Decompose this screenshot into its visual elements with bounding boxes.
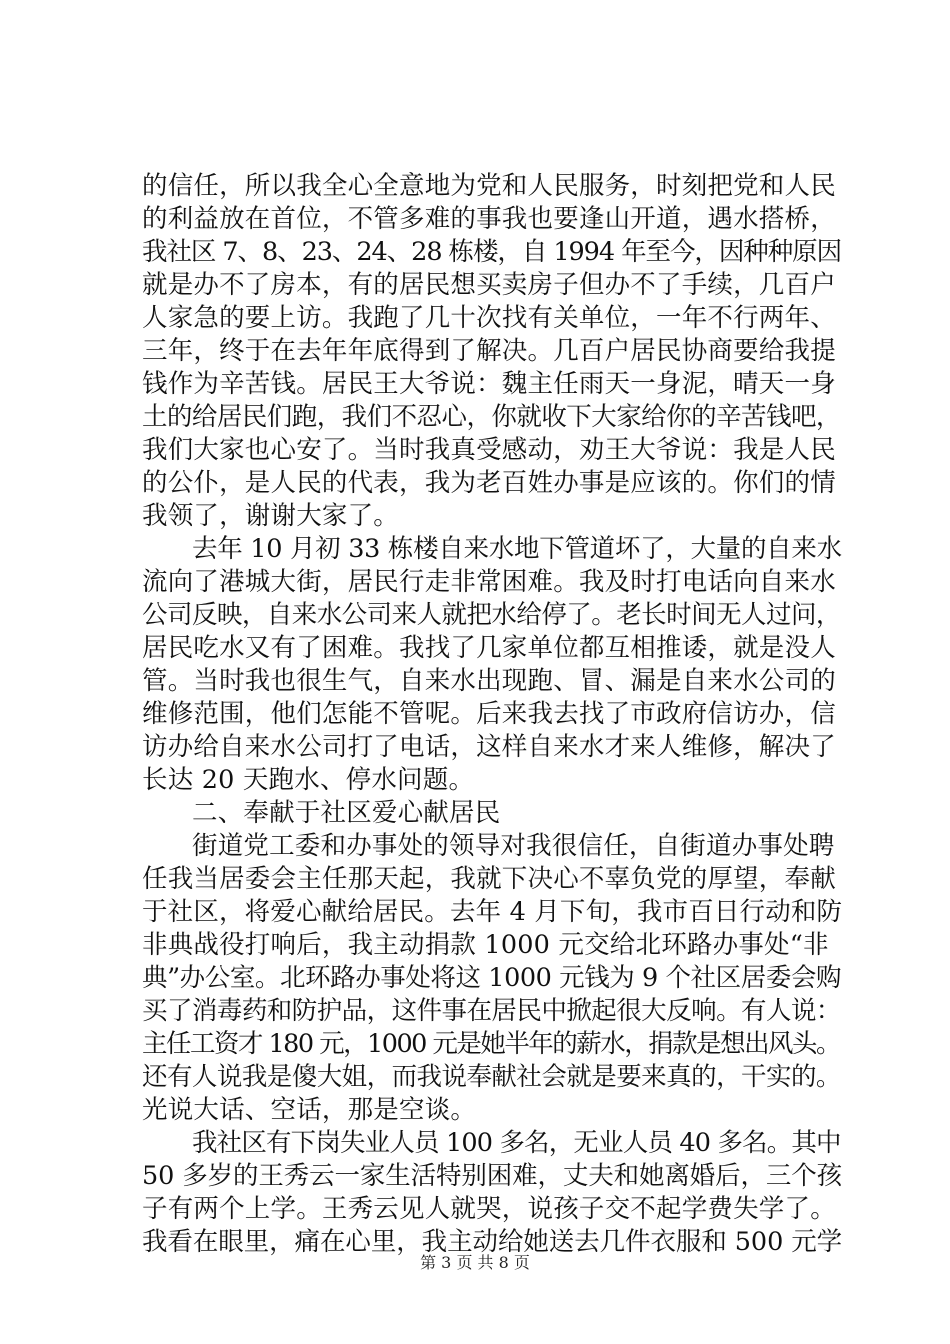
text-line: 的公仆，是人民的代表，我为老百姓办事是应该的。你们的情: [142, 468, 836, 498]
text-line: 主任工资才 180 元，1000 元是她半年的薪水，捐款是想出风头。: [142, 1029, 840, 1059]
text-line: 三年，终于在去年年底得到了解决。几百户居民协商要给我提: [142, 336, 836, 366]
text-line: 长达 20 天跑水、停水问题。: [142, 765, 475, 795]
text-line: 街道党工委和办事处的领导对我很信任，自街道办事处聘: [192, 831, 835, 861]
text-line: 典”办公室。北环路办事处将这 1000 元钱为 9 个社区居委会购: [142, 963, 842, 993]
text-line: 人家急的要上访。我跑了几十次找有关单位，一年不行两年、: [142, 303, 836, 333]
page-footer: 第 3 页 共 8 页: [420, 1253, 530, 1272]
text-line: 我社区 7、8、23、24、28 栋楼，自 1994 年至今，因种种原因: [142, 237, 842, 267]
text-line: 管。当时我也很生气，自来水出现跑、冒、漏是自来水公司的: [142, 666, 836, 696]
text-line: 还有人说我是傻大姐，而我说奉献社会就是要来真的，干实的。: [142, 1062, 841, 1092]
text-line: 去年 10 月初 33 栋楼自来水地下管道坏了，大量的自来水: [192, 534, 842, 564]
body-text: [142, 170, 842, 1259]
text-line: 任我当居委会主任那天起，我就下决心不辜负党的厚望，奉献: [142, 864, 836, 894]
text-line: 子有两个上学。王秀云见人就哭，说孩子交不起学费失学了。: [142, 1194, 836, 1224]
text-line: 土的给居民们跑，我们不忍心，你就收下大家给你的辛苦钱吧，: [142, 402, 841, 432]
text-line: 的利益放在首位，不管多难的事我也要逢山开道，遇水搭桥，: [142, 204, 836, 234]
text-line: 我领了，谢谢大家了。: [142, 501, 400, 531]
text-line: 非典战役打响后，我主动捐款 1000 元交给北环路办事处“非: [142, 930, 829, 960]
text-line: 光说大话、空话，那是空谈。: [142, 1095, 477, 1125]
text-line: 就是办不了房本，有的居民想买卖房子但办不了手续，几百户: [142, 270, 836, 300]
text-line: 访办给自来水公司打了电话，这样自来水才来人维修，解决了: [142, 732, 836, 762]
text-line: 维修范围，他们怎能不管呢。后来我去找了市政府信访办，信: [142, 699, 836, 729]
text-line: 二、奉献于社区爱心献居民: [192, 798, 501, 828]
text-line: 公司反映，自来水公司来人就把水给停了。老长时间无人过问，: [142, 600, 841, 630]
text-line: 的信任，所以我全心全意地为党和人民服务，时刻把党和人民: [142, 171, 836, 201]
text-line: 于社区，将爱心献给居民。去年 4 月下旬，我市百日行动和防: [142, 897, 843, 927]
text-line: 钱作为辛苦钱。居民王大爷说：魏主任雨天一身泥，晴天一身: [142, 369, 836, 399]
text-line: 50 多岁的王秀云一家生活特别困难，丈夫和她离婚后，三个孩: [142, 1161, 843, 1191]
text-line: 我社区有下岗失业人员 100 多名，无业人员 40 多名。其中: [192, 1128, 841, 1158]
text-line: 我看在眼里，痛在心里，我主动给她送去几件衣服和 500 元学: [142, 1227, 843, 1257]
text-line: 我们大家也心安了。当时我真受感动，劝王大爷说：我是人民: [142, 435, 836, 465]
text-line: 流向了港城大街，居民行走非常困难。我及时打电话向自来水: [142, 567, 836, 597]
text-line: 买了消毒药和防护品，这件事在居民中掀起很大反响。有人说：: [142, 996, 841, 1026]
text-line: 居民吃水又有了困难。我找了几家单位都互相推诿，就是没人: [142, 633, 836, 663]
